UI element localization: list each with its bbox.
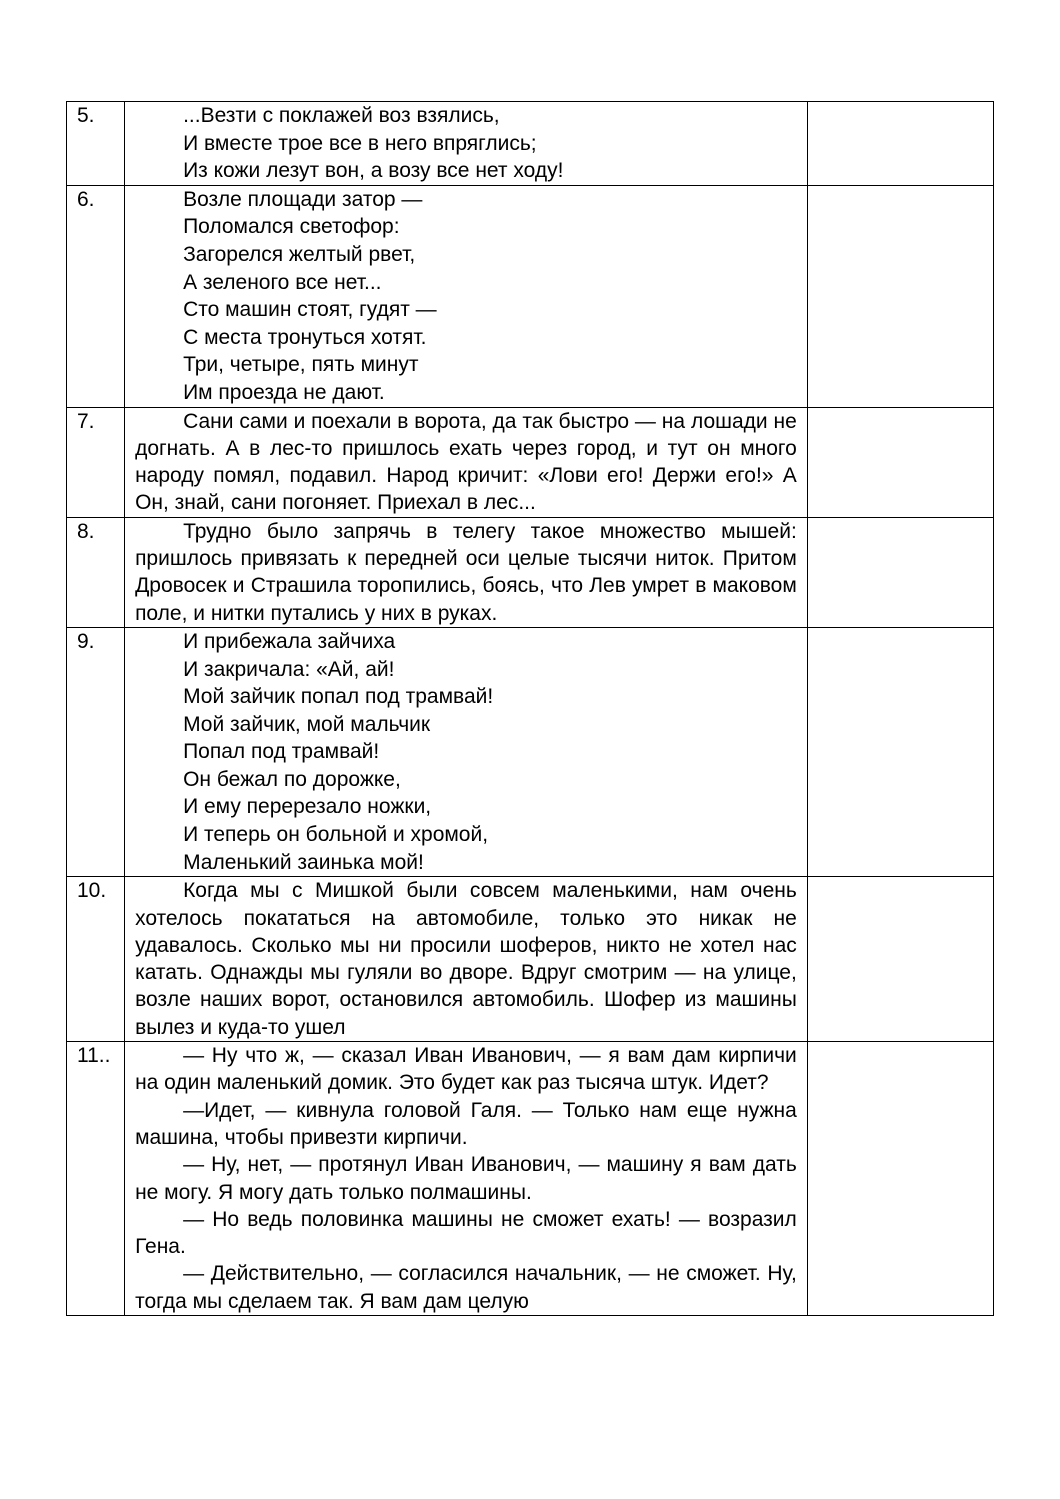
answer-cell[interactable] xyxy=(807,407,993,517)
table-row xyxy=(67,877,994,1042)
excerpt-text xyxy=(125,517,808,627)
prose-paragraph: — Но ведь половинка машины не сможет ехать! — возразил Гена. xyxy=(135,1207,797,1259)
prose-paragraph: — Ну, нет, — протянул Иван Иванович, — машину я вам дать не могу. Я могу дать только полмашины. xyxy=(135,1153,797,1204)
verse-line: Из кожи лезут вон, а возу все нет ходу! xyxy=(183,159,564,183)
table-row xyxy=(67,102,994,186)
verse-line: Мой зайчик, мой мальчик xyxy=(183,712,431,736)
excerpts-table xyxy=(66,101,994,1316)
verse-line: Сто машин стоят, гудят — xyxy=(183,298,437,322)
answer-cell[interactable] xyxy=(807,627,993,876)
row-number: 10. xyxy=(67,877,125,1042)
answer-cell[interactable] xyxy=(807,1042,993,1316)
verse-line: И вместе трое все в него впряглись; xyxy=(183,131,537,155)
verse-line: Попал под трамвай! xyxy=(183,740,380,764)
verse-line: Возле площади затор — xyxy=(183,187,423,211)
verse-line: А зеленого все нет... xyxy=(183,270,382,294)
table-row xyxy=(67,185,994,407)
table-row xyxy=(67,517,994,627)
verse-line: И теперь он больной и хромой, xyxy=(183,823,489,847)
verse-line: Маленький заинька мой! xyxy=(183,850,424,874)
prose-paragraph: Трудно было запрячь в телегу такое множество мышей: пришлось привязать к передней оси целые тысячи ниток. Притом Дровосек и Страшила торопились, боясь, что Лев умрет в маковом поле, и нитки путались у них в руках. xyxy=(135,519,797,625)
verse-line: И прибежала зайчиха xyxy=(183,629,396,653)
verse-line: И закричала: «Ай, ай! xyxy=(183,657,395,681)
excerpt-text xyxy=(125,877,808,1042)
excerpt-text xyxy=(125,627,808,876)
answer-cell[interactable] xyxy=(807,517,993,627)
verse-line: Мой зайчик попал под трамвай! xyxy=(183,685,494,709)
answer-cell[interactable] xyxy=(807,877,993,1042)
answer-cell[interactable] xyxy=(807,185,993,407)
prose-paragraph: —Идет, — кивнула головой Галя. — Только нам еще нужна машина, чтобы привезти кирпичи. xyxy=(135,1098,797,1149)
verse-line: ...Везти с поклажей воз взялись, xyxy=(183,104,500,127)
verse-line: Поломался светофор: xyxy=(183,215,400,239)
table-row xyxy=(67,1042,994,1316)
verse-line: Три, четыре, пять минут xyxy=(183,353,419,377)
verse-line: С места тронуться хотят. xyxy=(183,325,427,349)
row-number: 9. xyxy=(67,627,125,876)
prose-paragraph: Когда мы с Мишкой были совсем маленькими, нам очень хотелось покататься на автомобиле, только это никак не удавалось. Сколько мы ни просили шоферов, никто не хотел нас катать. Однажды мы гуляли во дворе. Вдруг смотрим — на улице, возле наших ворот, остановился автомобиль. Шофер из машины вылез и куда-то ушел xyxy=(135,879,797,1039)
row-number: 7. xyxy=(67,407,125,517)
excerpt-text xyxy=(125,1042,808,1316)
verse-line: Загорелся желтый рвет, xyxy=(183,242,416,266)
row-number: 6. xyxy=(67,185,125,407)
row-number: 5. xyxy=(67,102,125,186)
prose-paragraph: Сани сами и поехали в ворота, да так быстро — на лошади не догнать. А в лес-то пришлось ехать через город, и тут он много народу помял, подавил. Народ кричит: «Лови его! Держи его!» А Он, знай, сани погоняет. Приехал в лес... xyxy=(135,409,797,515)
table-row xyxy=(67,407,994,517)
excerpt-text xyxy=(125,407,808,517)
answer-cell[interactable] xyxy=(807,102,993,186)
row-number: 8. xyxy=(67,517,125,627)
verse-line: И ему перерезало ножки, xyxy=(183,795,432,819)
verse-line: Он бежал по дорожке, xyxy=(183,767,401,791)
prose-paragraph: — Действительно, — согласился начальник, — не сможет. Ну, тогда мы сделаем так. Я вам дам целую xyxy=(135,1262,797,1313)
excerpt-text xyxy=(125,185,808,407)
excerpt-text xyxy=(125,102,808,186)
verse-line: Им проезда не дают. xyxy=(183,380,385,404)
row-number: 11.. xyxy=(67,1042,125,1316)
prose-paragraph: — Ну что ж, — сказал Иван Иванович, — я вам дам кирпичи на один маленький домик. Это будет как раз тысяча штук. Идет? xyxy=(135,1044,797,1095)
table-row xyxy=(67,627,994,876)
